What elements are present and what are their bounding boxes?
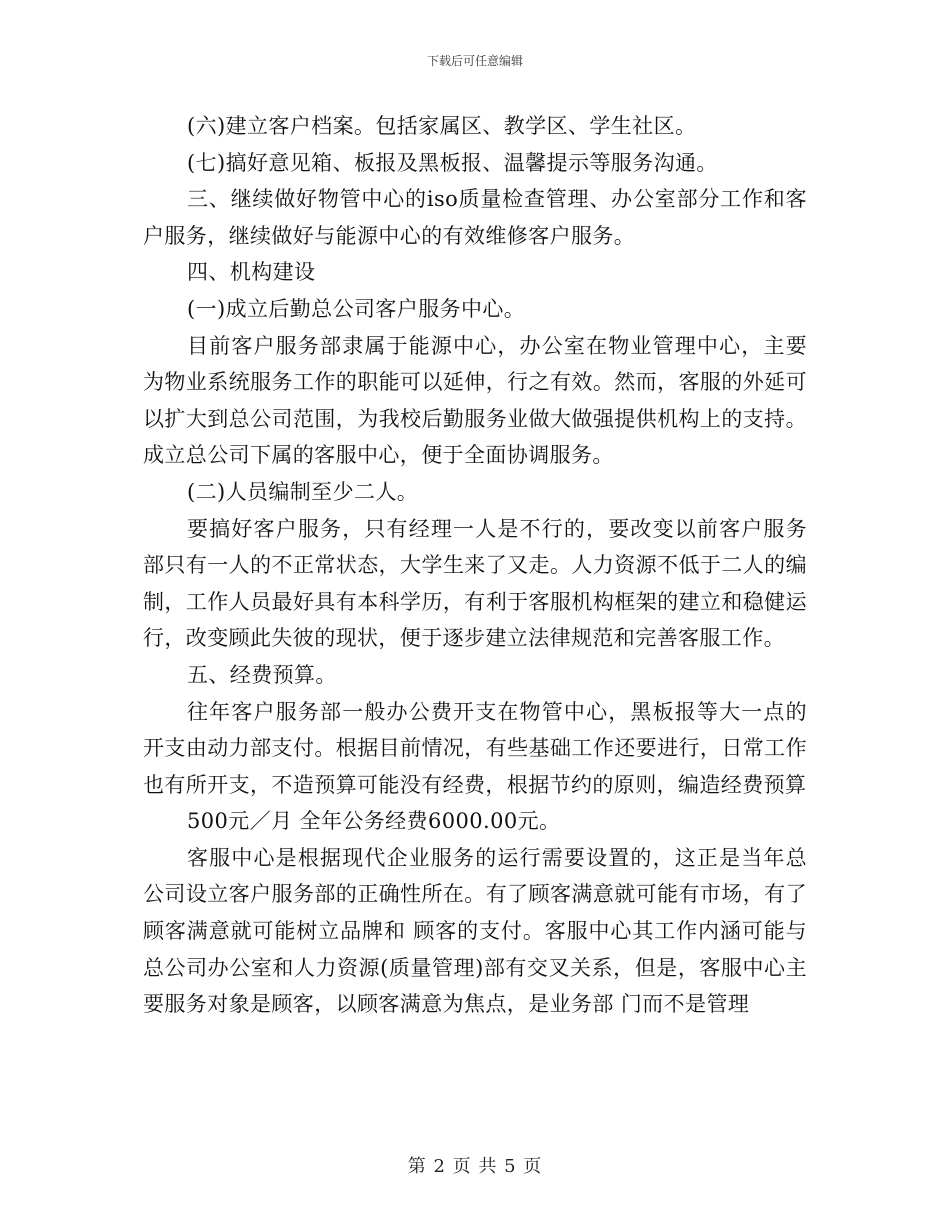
document-body — [143, 108, 807, 1023]
subheading-service-center: (一)成立后勤总公司客户服务中心。 — [187, 296, 526, 321]
paragraph-section-three: 三、继续做好物管中心的iso质量检查管理、办公室部分工作和客户服务，继续做好与能源中心的有效维修客户服务。 — [143, 187, 807, 248]
page-header: 下载后可任意编辑 — [426, 54, 523, 68]
paragraph-service-center: 目前客户服务部隶属于能源中心，办公室在物业管理中心，主要为物业系统服务工作的职能可以延伸，行之有效。然而，客服的外延可以扩大到总公司范围，为我校后勤服务业做大做强提供机构上的支持。成立总公司下属的客服中心，便于全面协调服务。 — [143, 333, 807, 468]
heading-section-five: 五、经费预算。 — [187, 662, 337, 687]
paragraph-budget-amount: 500元／月 全年公务经费6000.00元。 — [187, 809, 561, 834]
paragraph-budget: 往年客户服务部一般办公费开支在物管中心，黑板报等大一点的开支由动力部支付。根据目前情况，有些基础工作还要进行，日常工作也有所开支，不造预算可能没有经费，根据节约的原则，编造经费预算 — [143, 699, 807, 797]
subheading-staffing: (二)人员编制至少二人。 — [187, 479, 419, 504]
paragraph-conclusion: 客服中心是根据现代企业服务的运行需要设置的，这正是当年总公司设立客户服务部的正确性所在。有了顾客满意就可能有市场，有了顾客满意就可能树立品牌和 顾客的支付。客服中心其工作内涵可能与总公司办公室和人力资源(质量管理)部有交叉关系，但是，客服中心主要服务对象是顾客，以顾客满意为焦点，是业务部 门而不是管理 — [143, 845, 807, 1017]
heading-section-four: 四、机构建设 — [187, 260, 316, 285]
paragraph-archives: (六)建立客户档案。包括家属区、教学区、学生社区。 — [187, 114, 697, 138]
paragraph-staffing: 要搞好客户服务，只有经理一人是不行的，要改变以前客户服务部只有一人的不正常状态，大学生来了又走。人力资源不低于二人的编制，工作人员最好具有本科学历，有利于客服机构框架的建立和稳健运行，改变顾此失彼的现状，便于逐步建立法律规范和完善客服工作。 — [143, 516, 807, 651]
paragraph-communication: (七)搞好意见箱、板报及黑板报、温馨提示等服务沟通。 — [187, 150, 718, 175]
page-footer: 第 2 页 共 5 页 — [407, 1156, 543, 1177]
